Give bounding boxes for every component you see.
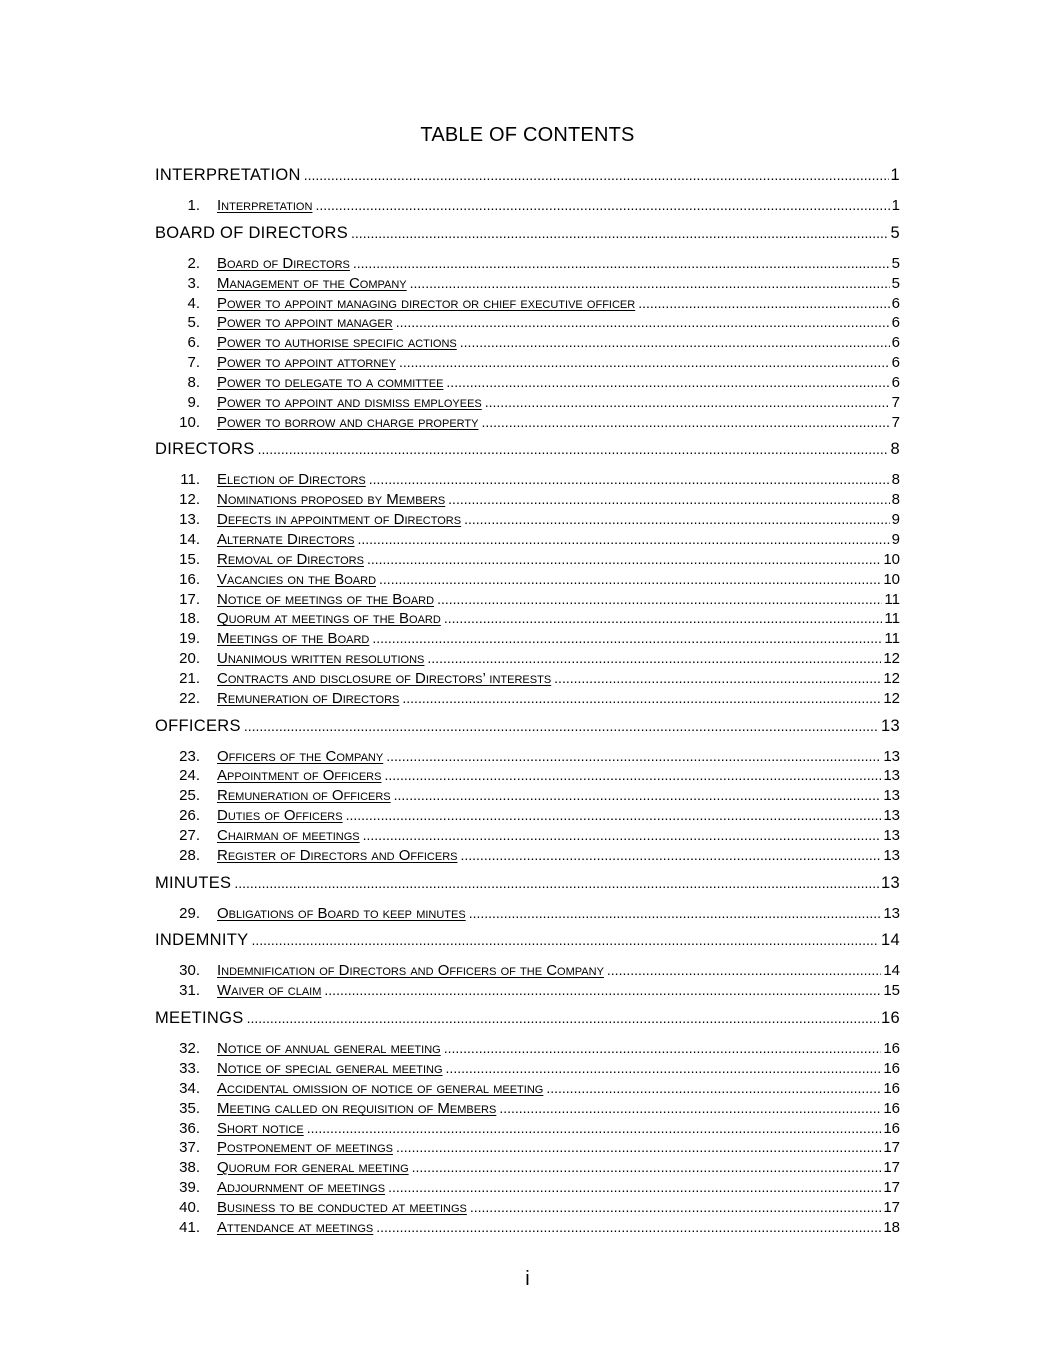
entry-page-number: 17 — [883, 1198, 900, 1216]
entry-page-number: 15 — [883, 982, 900, 1000]
entry-number: 30. — [179, 962, 200, 980]
toc-entry[interactable] — [155, 354, 900, 374]
toc-entry[interactable] — [155, 690, 900, 710]
dot-leader — [386, 748, 881, 764]
dot-leader — [464, 511, 890, 527]
entry-number: 12. — [179, 491, 200, 509]
dot-leader — [307, 1120, 882, 1136]
entry-page-number: 12 — [883, 689, 900, 707]
entry-link[interactable]: Nominations proposed by Members — [217, 491, 446, 509]
dot-leader — [470, 1199, 881, 1215]
entry-number: 18. — [179, 610, 200, 628]
toc-entry[interactable] — [155, 1080, 900, 1100]
toc-entry[interactable] — [155, 748, 900, 768]
entry-link[interactable]: Removal of Directors — [217, 550, 364, 568]
dot-leader — [372, 630, 882, 646]
entry-link[interactable]: Duties of Officers — [217, 807, 343, 825]
dot-leader — [554, 670, 881, 686]
toc-section-heading[interactable] — [155, 224, 900, 250]
dot-leader — [304, 167, 889, 183]
entry-number: 7. — [187, 354, 200, 372]
toc-entry[interactable] — [155, 414, 900, 434]
dot-leader — [363, 827, 882, 843]
dot-leader — [446, 1060, 882, 1076]
dot-leader — [376, 1219, 881, 1235]
entry-number: 34. — [179, 1079, 200, 1097]
entry-page-number: 11 — [884, 610, 900, 628]
entry-page-number: 9 — [891, 530, 900, 548]
section-page-number: 14 — [881, 931, 900, 950]
dot-leader — [234, 875, 879, 891]
section-title: INTERPRETATION — [155, 166, 301, 184]
entry-page-number: 12 — [883, 669, 900, 687]
toc-entry-group — [155, 743, 900, 874]
toc-entry[interactable] — [155, 827, 900, 847]
toc-entry-group — [155, 900, 900, 932]
entry-link[interactable]: Indemnification of Directors and Officers of the Company — [217, 962, 604, 980]
section-title: MINUTES — [155, 873, 232, 892]
entry-number: 36. — [179, 1119, 200, 1137]
entry-page-number: 13 — [883, 787, 900, 805]
entry-page-number: 6 — [891, 314, 900, 332]
entry-page-number: 16 — [883, 1060, 900, 1077]
dot-leader — [427, 650, 881, 666]
entry-link[interactable]: Quorum for general meeting — [217, 1159, 409, 1177]
entry-page-number: 13 — [883, 826, 900, 844]
toc-entry[interactable] — [155, 1179, 900, 1199]
dot-leader — [499, 1100, 881, 1116]
dot-leader — [369, 471, 890, 487]
entry-page-number: 13 — [883, 767, 900, 785]
entry-page-number: 18 — [883, 1218, 900, 1236]
dot-leader — [394, 787, 882, 803]
dot-leader — [399, 354, 890, 370]
entry-link[interactable]: Chairman of meetings — [217, 826, 360, 844]
entry-page-number: 8 — [891, 491, 900, 509]
dot-leader — [410, 275, 890, 291]
entry-number: 25. — [179, 787, 200, 805]
toc-section-heading[interactable] — [155, 1009, 900, 1035]
toc-entry[interactable] — [155, 630, 900, 650]
toc-entry[interactable] — [155, 787, 900, 807]
entry-number: 27. — [179, 826, 200, 844]
dot-leader — [346, 807, 882, 823]
entry-number: 17. — [179, 590, 200, 608]
section-title: INDEMNITY — [155, 931, 249, 950]
toc-entry[interactable] — [155, 295, 900, 315]
entry-number: 29. — [179, 904, 200, 922]
dot-leader — [412, 1159, 882, 1175]
toc-entry[interactable] — [155, 275, 900, 295]
toc-entry[interactable] — [155, 255, 900, 275]
entry-number: 24. — [179, 767, 200, 785]
toc-entry-group — [155, 957, 900, 1009]
entry-number: 8. — [187, 373, 200, 391]
entry-page-number: 17 — [883, 1179, 900, 1197]
entry-number: 10. — [179, 413, 200, 431]
entry-link[interactable]: Adjournment of meetings — [217, 1179, 386, 1197]
entry-page-number: 11 — [884, 630, 900, 648]
page-title: TABLE OF CONTENTS — [420, 124, 635, 146]
section-page-number: 16 — [881, 1009, 900, 1028]
entry-page-number: 16 — [883, 1119, 900, 1137]
toc-entry-group — [155, 250, 900, 441]
dot-leader — [481, 414, 889, 430]
dot-leader — [353, 255, 890, 271]
entry-link[interactable]: Power to appoint attorney — [217, 354, 396, 372]
entry-number: 31. — [179, 982, 200, 1000]
section-page-number: 5 — [890, 223, 900, 242]
entry-page-number: 13 — [883, 807, 900, 825]
entry-page-number: 6 — [891, 294, 900, 312]
table-of-contents — [155, 166, 900, 1246]
entry-page-number: 5 — [891, 274, 900, 292]
entry-page-number: 16 — [883, 1099, 900, 1117]
toc-entry[interactable] — [155, 491, 900, 511]
toc-entry[interactable] — [155, 314, 900, 334]
dot-leader — [448, 491, 889, 507]
dot-leader — [251, 932, 879, 948]
entry-number: 6. — [187, 334, 200, 352]
entry-number: 14. — [179, 530, 200, 548]
section-title: DIRECTORS — [155, 440, 255, 459]
entry-number: 16. — [179, 570, 200, 588]
entry-page-number: 6 — [891, 334, 900, 352]
entry-link[interactable]: Alternate Directors — [217, 530, 355, 548]
toc-entry[interactable] — [155, 471, 900, 491]
entry-page-number: 16 — [883, 1040, 900, 1058]
entry-page-number: 14 — [883, 962, 900, 980]
dot-leader — [357, 531, 889, 547]
toc-entry[interactable] — [155, 1199, 900, 1219]
entry-link[interactable]: Notice of special general meeting — [217, 1060, 443, 1077]
entry-link[interactable]: Appointment of Officers — [217, 767, 382, 785]
toc-entry[interactable] — [155, 374, 900, 394]
entry-number: 19. — [179, 630, 200, 648]
dot-leader — [402, 690, 881, 706]
entry-link[interactable]: Accidental omission of notice of general meeting — [217, 1079, 544, 1097]
dot-leader — [396, 314, 890, 330]
toc-entry[interactable] — [155, 591, 900, 611]
entry-number: 22. — [179, 689, 200, 707]
toc-entry[interactable] — [155, 847, 900, 867]
entry-page-number: 7 — [891, 413, 900, 431]
toc-entry[interactable] — [155, 394, 900, 414]
dot-leader — [607, 962, 881, 978]
entry-link[interactable]: Power to authorise specific actions — [217, 334, 457, 352]
entry-link[interactable]: Interpretation — [217, 197, 313, 214]
dot-leader — [546, 1080, 881, 1096]
section-page-number: 13 — [881, 716, 900, 735]
dot-leader — [379, 571, 881, 587]
page-number-footer: i — [525, 1268, 530, 1290]
entry-page-number: 17 — [883, 1139, 900, 1157]
entry-page-number: 11 — [884, 590, 900, 608]
entry-number: 33. — [179, 1060, 200, 1077]
toc-entry[interactable] — [155, 531, 900, 551]
entry-link[interactable]: Power to appoint manager — [217, 314, 393, 332]
entry-number: 5. — [187, 314, 200, 332]
toc-entry[interactable] — [155, 905, 900, 925]
entry-link[interactable]: Unanimous written resolutions — [217, 650, 425, 668]
entry-page-number: 5 — [891, 254, 900, 272]
entry-number: 13. — [179, 511, 200, 529]
entry-page-number: 17 — [883, 1159, 900, 1177]
entry-number: 37. — [179, 1139, 200, 1157]
dot-leader — [638, 295, 889, 311]
dot-leader — [446, 374, 889, 390]
dot-leader — [388, 1179, 881, 1195]
dot-leader — [384, 767, 881, 783]
toc-entry[interactable] — [155, 807, 900, 827]
dot-leader — [351, 225, 888, 241]
entry-page-number: 8 — [891, 471, 900, 489]
toc-entry[interactable] — [155, 1060, 900, 1080]
entry-link[interactable]: Notice of meetings of the Board — [217, 590, 435, 608]
dot-leader — [367, 551, 881, 567]
entry-page-number: 10 — [883, 550, 900, 568]
toc-section-heading[interactable] — [155, 717, 900, 743]
entry-number: 38. — [179, 1159, 200, 1177]
entry-page-number: 12 — [883, 650, 900, 668]
entry-page-number: 13 — [883, 747, 900, 765]
entry-number: 15. — [179, 550, 200, 568]
entry-link[interactable]: Power to delegate to a committee — [217, 373, 444, 391]
toc-entry[interactable] — [155, 571, 900, 591]
dot-leader — [485, 394, 890, 410]
toc-entry[interactable] — [155, 551, 900, 571]
entry-number: 11. — [180, 471, 200, 489]
entry-number: 9. — [187, 393, 200, 411]
entry-number: 23. — [179, 747, 200, 765]
dot-leader — [315, 197, 889, 213]
toc-entry[interactable] — [155, 197, 900, 217]
dot-leader — [444, 610, 883, 626]
entry-page-number: 13 — [883, 904, 900, 922]
dot-leader — [258, 441, 889, 457]
section-page-number: 13 — [881, 873, 900, 892]
entry-link[interactable]: Remuneration of Officers — [217, 787, 391, 805]
dot-leader — [460, 334, 890, 350]
entry-link[interactable]: Postponement of meetings — [217, 1139, 394, 1157]
entry-link[interactable]: Defects in appointment of Directors — [217, 511, 462, 529]
section-page-number: 1 — [890, 166, 900, 184]
toc-entry[interactable] — [155, 334, 900, 354]
toc-entry[interactable] — [155, 1040, 900, 1060]
entry-page-number: 1 — [891, 197, 900, 214]
entry-link[interactable]: Officers of the Company — [217, 747, 384, 765]
toc-entry[interactable] — [155, 610, 900, 630]
toc-entry-group — [155, 466, 900, 716]
entry-link[interactable]: Meetings of the Board — [217, 630, 370, 648]
toc-entry-group — [155, 192, 900, 224]
entry-number: 1. — [187, 197, 200, 214]
entry-page-number: 6 — [891, 373, 900, 391]
entry-link[interactable]: Remuneration of Directors — [217, 689, 400, 707]
entry-number: 26. — [179, 807, 200, 825]
dot-leader — [396, 1139, 881, 1155]
entry-link[interactable]: Register of Directors and Officers — [217, 846, 458, 864]
entry-link[interactable]: Power to appoint and dismiss employees — [217, 393, 482, 411]
entry-link[interactable]: Power to appoint managing director or chief executive officer — [217, 294, 636, 312]
entry-number: 41. — [179, 1218, 200, 1236]
toc-entry[interactable] — [155, 982, 900, 1002]
entry-number: 20. — [179, 650, 200, 668]
toc-section-heading[interactable] — [155, 166, 900, 192]
dot-leader — [247, 1010, 879, 1026]
toc-entry[interactable] — [155, 962, 900, 982]
entry-link[interactable]: Management of the Company — [217, 274, 407, 292]
entry-link[interactable]: Notice of annual general meeting — [217, 1040, 441, 1058]
dot-leader — [460, 847, 881, 863]
toc-section-heading[interactable] — [155, 440, 900, 466]
entry-page-number: 13 — [883, 846, 900, 864]
entry-number: 39. — [179, 1179, 200, 1197]
toc-section-heading[interactable] — [155, 874, 900, 900]
entry-number: 3. — [187, 274, 200, 292]
entry-page-number: 6 — [891, 354, 900, 372]
entry-link[interactable]: Quorum at meetings of the Board — [217, 610, 441, 628]
dot-leader — [437, 591, 882, 607]
toc-entry[interactable] — [155, 1100, 900, 1120]
toc-entry[interactable] — [155, 511, 900, 531]
entry-page-number: 16 — [883, 1079, 900, 1097]
toc-entry[interactable] — [155, 1159, 900, 1179]
dot-leader — [324, 982, 881, 998]
entry-link[interactable]: Waiver of claim — [217, 982, 322, 1000]
toc-entry[interactable] — [155, 767, 900, 787]
entry-link[interactable]: Obligations of Board to keep minutes — [217, 904, 466, 922]
entry-link[interactable]: Meeting called on requisition of Members — [217, 1099, 497, 1117]
toc-entry[interactable] — [155, 1139, 900, 1159]
section-title: OFFICERS — [155, 716, 241, 735]
toc-entry[interactable] — [155, 1120, 900, 1140]
entry-link[interactable]: Contracts and disclosure of Directors’ interests — [217, 669, 552, 687]
entry-page-number: 10 — [883, 570, 900, 588]
dot-leader — [444, 1040, 882, 1056]
dot-leader — [244, 718, 879, 734]
entry-page-number: 7 — [891, 393, 900, 411]
entry-number: 35. — [179, 1099, 200, 1117]
entry-link[interactable]: Vacancies on the Board — [217, 570, 377, 588]
section-title: MEETINGS — [155, 1009, 244, 1028]
section-page-number: 8 — [890, 440, 900, 459]
dot-leader — [469, 905, 882, 921]
entry-number: 32. — [179, 1040, 200, 1058]
entry-page-number: 9 — [891, 511, 900, 529]
entry-link[interactable]: Business to be conducted at meetings — [217, 1198, 467, 1216]
entry-number: 21. — [179, 669, 200, 687]
toc-entry-group — [155, 1035, 900, 1245]
entry-link[interactable]: Attendance at meetings — [217, 1218, 374, 1236]
entry-number: 28. — [179, 846, 200, 864]
entry-number: 40. — [179, 1198, 200, 1216]
entry-number: 2. — [187, 254, 200, 272]
toc-section-heading[interactable] — [155, 931, 900, 957]
toc-entry[interactable] — [155, 650, 900, 670]
section-title: BOARD OF DIRECTORS — [155, 223, 349, 242]
entry-number: 4. — [187, 294, 200, 312]
entry-link[interactable]: Board of Directors — [217, 254, 350, 272]
toc-entry[interactable] — [155, 670, 900, 690]
entry-link[interactable]: Power to borrow and charge property — [217, 413, 479, 431]
entry-link[interactable]: Short notice — [217, 1119, 304, 1137]
toc-entry[interactable] — [155, 1219, 900, 1239]
entry-link[interactable]: Election of Directors — [217, 471, 366, 489]
